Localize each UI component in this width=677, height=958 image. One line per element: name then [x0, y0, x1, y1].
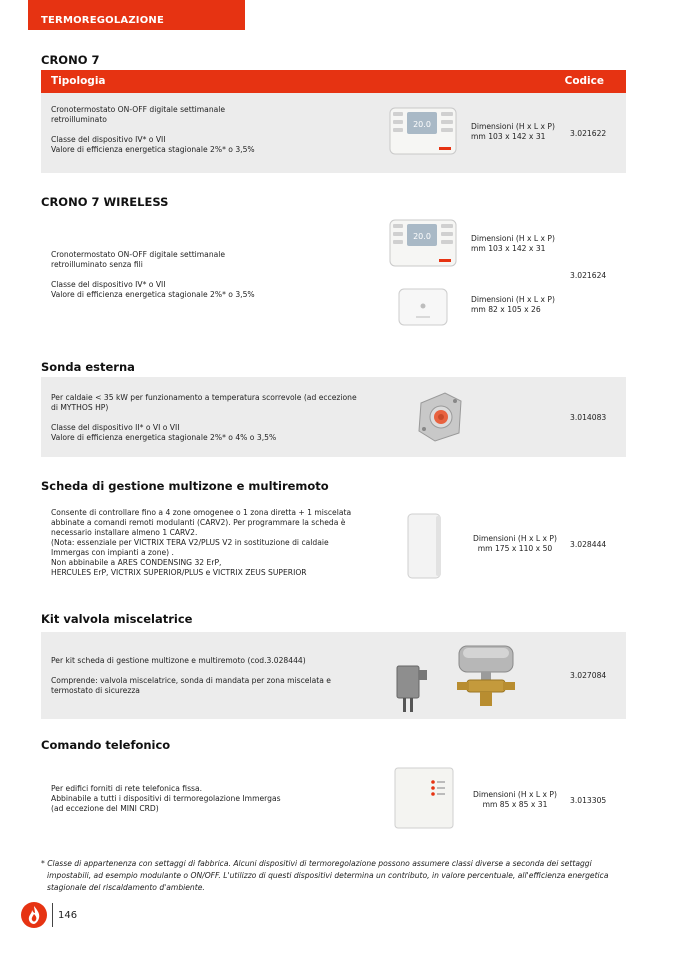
- product-code: 3.014083: [570, 413, 607, 422]
- section-tab: TERMOREGOLAZIONE: [28, 0, 245, 30]
- section-title-scheda-multizone: Scheda di gestione multizone e multiremoto: [41, 479, 329, 493]
- product-dimensions: Dimensioni (H x L x P) mm 103 x 142 x 31: [471, 122, 555, 141]
- table-header: [41, 70, 626, 93]
- page-number: 146: [58, 910, 78, 921]
- thermostat-icon: [389, 219, 457, 267]
- product-code: 3.021624: [570, 271, 607, 280]
- receiver-icon: [398, 288, 448, 326]
- product-dimensions-receiver: Dimensioni (H x L x P) mm 82 x 105 x 26: [471, 295, 555, 314]
- section-title-comando-telefonico: Comando telefonico: [41, 738, 171, 752]
- product-code: 3.028444: [570, 540, 607, 549]
- product-dimensions: Dimensioni (H x L x P) mm 85 x 85 x 31: [473, 790, 557, 809]
- product-description: Consente di controllare fino a 4 zone omogenee o 1 zona diretta + 1 miscelata abbinate a comandi remoti modulanti (CARV2). Per programmare la scheda è necessario installare almeno 1 CARV2. (Nota: essenziale per VICTRIX TERA V2/PLUS V2 in sostituzione di caldaie Immergas con impianti a zone) . Non abbinabile a ARES CONDENSING 32 ErP, HERCULES ErP, VICTRIX SUPERIOR/PLUS e VICTRIX ZEUS SUPERIOR: [51, 508, 352, 577]
- header-tipologia: Tipologia: [51, 75, 106, 87]
- brand-flame-icon: [20, 901, 48, 929]
- product-row-comando-telefonico: [41, 758, 626, 840]
- product-row-crono7: [41, 93, 626, 173]
- product-dimensions: Dimensioni (H x L x P) mm 175 x 110 x 50: [473, 534, 557, 553]
- control-box-icon: [406, 512, 444, 580]
- product-code: 3.013305: [570, 796, 607, 805]
- product-description: Cronotermostato ON-OFF digitale settimanale retroilluminato senza fili Classe del dispositivo IV* o VII Valore di efficienza energetica stagionale 2%* o 3,5%: [51, 250, 255, 299]
- product-description: Per caldaie < 35 kW per funzionamento a temperatura scorrevole (ad eccezione di MYTHOS HP) Classe del dispositivo II* o VI o VII Valore di efficienza energetica stagionale 2%* o 4% o 3,5%: [51, 393, 357, 442]
- product-row-kit-valvola: [41, 632, 626, 719]
- product-row-scheda-multizone: [41, 500, 626, 590]
- outdoor-sensor-icon: [415, 389, 465, 445]
- phone-control-icon: [393, 766, 457, 832]
- header-codice: Codice: [564, 75, 604, 87]
- product-code: 3.027084: [570, 671, 607, 680]
- product-row-crono7-wireless: [41, 211, 626, 341]
- product-code: 3.021622: [570, 129, 607, 138]
- mixing-valve-icon: [453, 644, 519, 708]
- product-description: Per kit scheda di gestione multizone e multiremoto (cod.3.028444) Comprende: valvola miscelatrice, sonda di mandata per zona miscelata e termostato di sicurezza: [51, 656, 331, 695]
- section-title-crono7-wireless: CRONO 7 WIRELESS: [41, 195, 169, 209]
- footnote: * Classe di appartenenza con settaggi di fabbrica. Alcuni dispositivi di termoregolazione possono assumere classi diverse a seconda dei settaggi impostabili, ad esempio modulante o ON/OFF. L'utilizzo di questi dispositivi determina un contributo, in valore percentuale, all'efficienza energetica stagionale del riscaldamento d'ambiente.: [41, 859, 609, 892]
- product-dimensions: Dimensioni (H x L x P) mm 103 x 142 x 31: [471, 234, 555, 253]
- section-title-crono7: CRONO 7: [41, 53, 100, 67]
- svg-text:20.0: 20.0: [413, 120, 431, 129]
- section-title-kit-valvola: Kit valvola miscelatrice: [41, 612, 193, 626]
- page-divider: [52, 903, 53, 927]
- section-title-sonda-esterna: Sonda esterna: [41, 360, 135, 374]
- thermostat-icon: [389, 107, 457, 155]
- flow-sensor-icon: [393, 662, 429, 714]
- product-description: Per edifici forniti di rete telefonica fissa. Abbinabile a tutti i dispositivi di termoregolazione Immergas (ad eccezione del MINI CRD): [51, 784, 281, 813]
- product-row-sonda-esterna: [41, 377, 626, 457]
- svg-text:20.0: 20.0: [413, 232, 431, 241]
- product-description: Cronotermostato ON-OFF digitale settimanale retroilluminato Classe del dispositivo IV* o VII Valore di efficienza energetica stagionale 2%* o 3,5%: [51, 105, 255, 154]
